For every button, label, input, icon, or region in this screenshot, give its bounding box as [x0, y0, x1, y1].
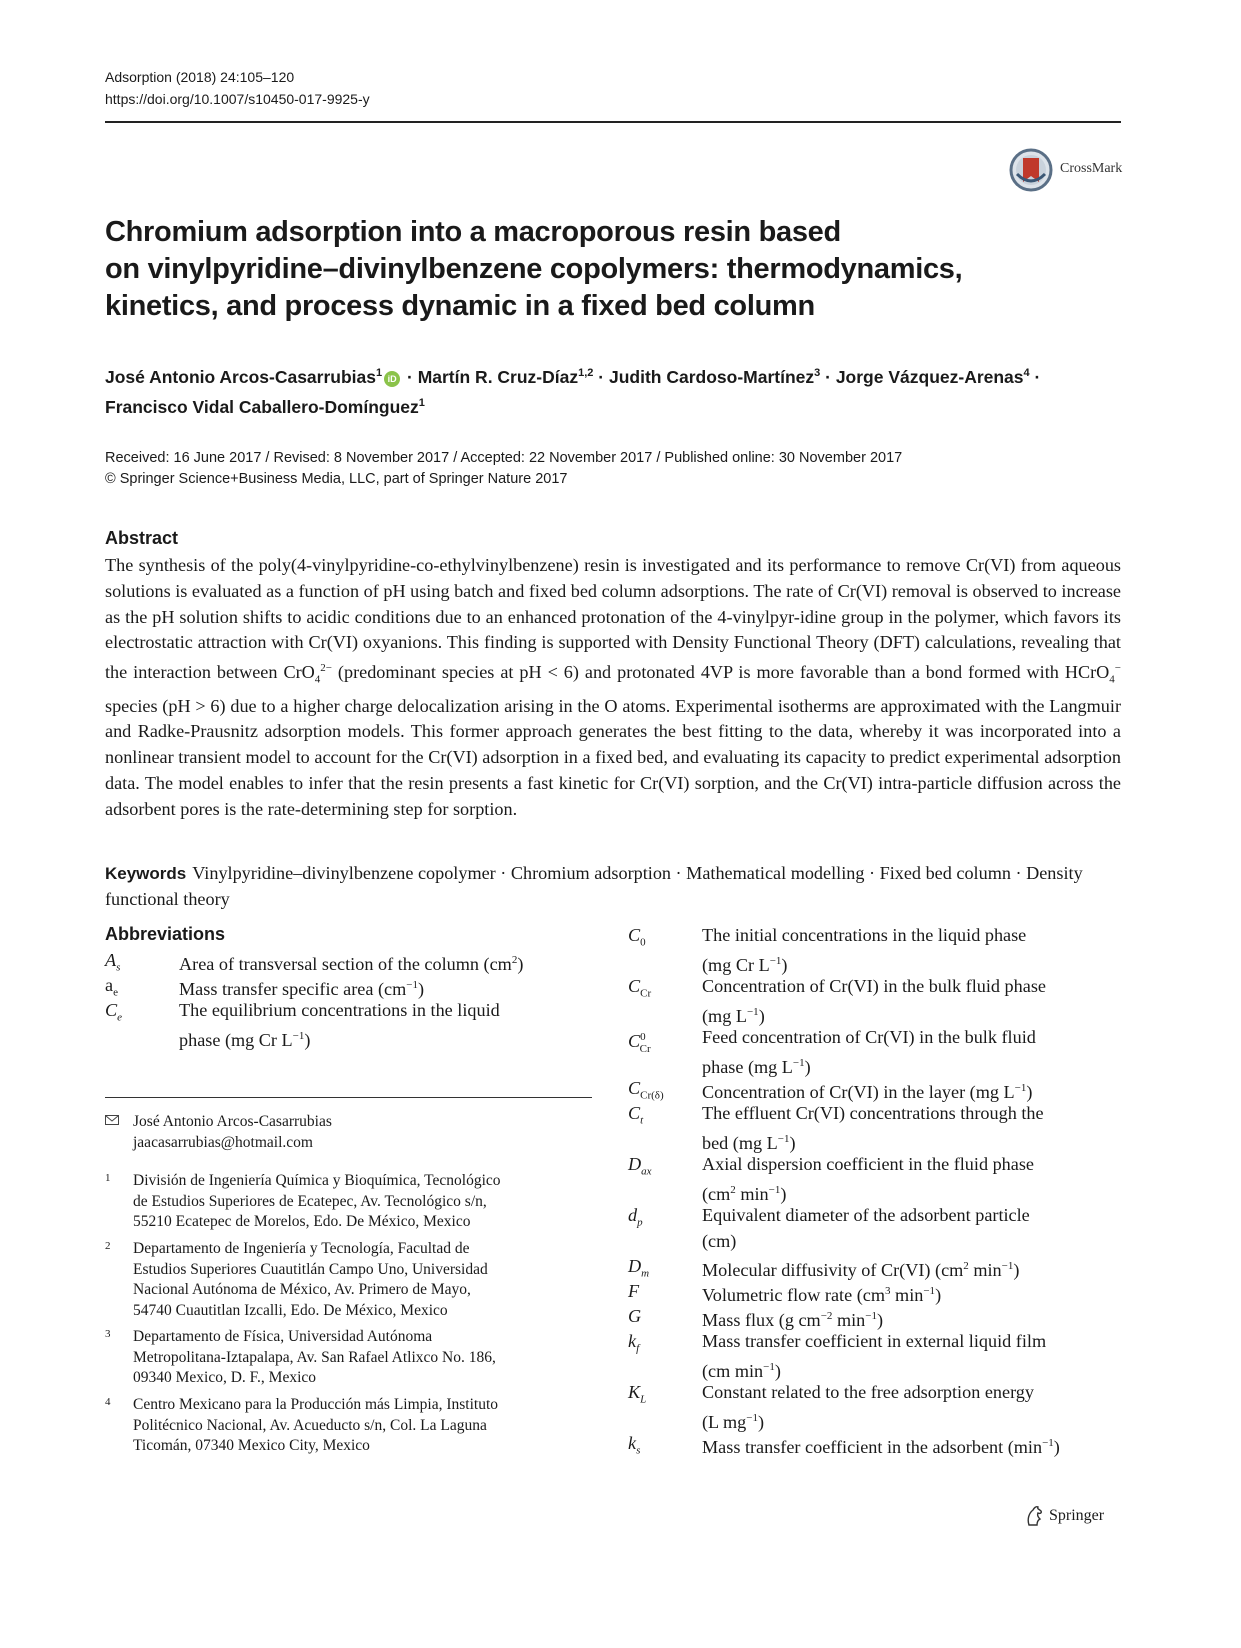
title-line: kinetics, and process dynamic in a fixed bed column — [105, 290, 815, 322]
affiliation-ref: 1 — [376, 367, 383, 379]
affiliation-number: 3 — [105, 1328, 111, 1340]
abbreviation-definition: Mass transfer specific area $(cm^{-1})$ — [179, 979, 425, 1000]
abstract-part: species (pH > 6) due to a higher charge delocalization arising in the O atoms. Experimental isotherms are approximated with the Langmuir and Radke-Prausnitz adsorption models. This former approach generates the best fitting to the data, whereby it was incorporated into a nonlinear transient model to account for the Cr(VI) adsorption in a fixed bed, and evaluating its capacity to predict experimental adsorption data. The model enables to infer that the resin presents a fast kinetic for Cr(VI) sorption, and the Cr(VI) intra-particle diffusion across the adsorbent pores is the rate-determining step for sorption. — [105, 695, 1121, 819]
author-name[interactable]: Jorge Vázquez-Arenas — [835, 366, 1024, 387]
copyright-line: © Springer Science+Business Media, LLC, part of Springer Nature 2017 — [105, 471, 568, 487]
doi-link[interactable]: https://doi.org/10.1007/s10450-017-9925-y — [105, 91, 370, 107]
affiliation-text: Departamento de Ingeniería y Tecnología, Facultad de Estudios Superiores Cuautitlán Campo Uno, Universidad Nacional Autónoma de México, Av. Primero de Mayo, 54740 Cuautitlan Izcalli, Edo. De México, Mexico — [133, 1240, 488, 1319]
corresponding-author — [105, 1111, 592, 1153]
springer-label: Springer — [1049, 1507, 1105, 1524]
affiliation-ref: 3 — [814, 367, 821, 379]
abbreviation-definition: Concentration of Cr(VI) in the layer (mg $L^{-1}$) — [702, 1082, 1033, 1103]
abbreviation-definition: Equivalent diameter of the adsorbent particle (cm) — [702, 1205, 1030, 1251]
abbreviation-definition: The effluent Cr(VI) concentrations through the bed (mg $L^{-1}$) — [702, 1103, 1044, 1153]
abbreviation-definition: Mass transfer coefficient in the adsorbent $(\min^{-1})$ — [702, 1437, 1060, 1458]
abbreviation-symbol: $C_{Cr(\delta)}$ — [628, 1078, 664, 1102]
abbreviation-definition: Volumetric flow rate ($cm^3$ $\min^{-1}$) — [702, 1285, 942, 1306]
abbreviation-symbol: $C_e$ — [105, 1000, 123, 1024]
abbreviation-symbol: $C_0$ — [628, 925, 646, 949]
chromate-formula: CrO$_4^{2-}$ — [283, 662, 332, 686]
abstract-text — [105, 553, 1121, 823]
history-dates: Received: 16 June 2017 / Revised: 8 November 2017 / Accepted: 22 November 2017 / Published online: 30 November 2017 — [105, 450, 903, 466]
abbreviation-symbol: $D_{ax}$ — [628, 1154, 652, 1178]
journal-citation: Adsorption (2018) 24:105–120 — [105, 69, 295, 85]
journal-header — [105, 66, 370, 110]
abbreviation-symbol: $D_m$ — [628, 1256, 650, 1280]
abbreviation-symbol: $C^0_{Cr}$ — [628, 1031, 651, 1055]
crossmark-icon — [1009, 148, 1053, 192]
abbreviation-definition: Constant related to the free adsorption energy (L $mg^{-1}$) — [702, 1382, 1034, 1432]
affiliation-ref: 1,2 — [578, 367, 594, 379]
header-rule — [105, 121, 1121, 123]
affiliation-number: 4 — [105, 1396, 111, 1408]
affiliation-text: Departamento de Física, Universidad Autónoma Metropolitana-Iztapalapa, Av. San Rafael Atlixco No. 186, 09340 Mexico, D. F., Mexico — [133, 1328, 496, 1386]
affiliation-ref: 1 — [418, 396, 425, 409]
abbreviation-symbol: $A_s$ — [105, 950, 121, 974]
abbreviation-definition: Mass transfer coefficient in external liquid film (cm $\min^{-1}$) — [702, 1331, 1047, 1381]
keywords — [105, 861, 1121, 913]
author-name[interactable]: Francisco Vidal Caballero-Domínguez — [105, 396, 419, 417]
abbreviation-symbol: $k_f$ — [628, 1331, 640, 1355]
abbreviation-definition: The equilibrium concentrations in the liquid phase (mg Cr $L^{-1}$) — [179, 1000, 500, 1050]
springer-logo — [1025, 1505, 1125, 1529]
abbreviation-definition: Mass flux (g $cm^{-2}$ $\min^{-1}$) — [702, 1310, 884, 1331]
footnote-rule — [105, 1097, 592, 1098]
keywords-label: Keywords — [105, 864, 187, 883]
affiliation-number: 1 — [105, 1172, 111, 1184]
hydrogen-chromate-formula: HCrO$_4$− — [1064, 662, 1121, 686]
abbreviation-symbol: $K_L$ — [628, 1382, 647, 1406]
abbreviation-symbol: $C_{Cr}$ — [628, 976, 652, 1000]
abbreviation-definition: Molecular diffusivity of Cr(VI) ($cm^2$ $\min^{-1}$) — [702, 1260, 1020, 1281]
abstract-heading: Abstract — [105, 528, 179, 548]
author-list: José Antonio Arcos-Casarrubias$^1$ iD · Martín R. Cruz-Díaz$^{1,2}$ · Judith Cardoso-Martínez$^3$ · Jorge Vázquez-Arenas$^4$ · Francisco Vidal Caballero-Domínguez$^1$ — [105, 366, 1041, 417]
abbreviation-symbol: F — [628, 1281, 640, 1301]
affiliation-text: División de Ingeniería Química y Bioquímica, Tecnológico de Estudios Superiores de Ecatepec, Av. Tecnológico s/n, 55210 Ecatepec de Morelos, Edo. De México, Mexico — [133, 1172, 501, 1230]
abbreviation-symbol: G — [628, 1306, 642, 1326]
abbreviations-heading: Abbreviations — [105, 924, 226, 944]
author-name[interactable]: José Antonio Arcos-Casarrubias — [105, 366, 376, 387]
abstract-part: (predominant species at pH < 6) and protonated 4VP is more favorable than a bond formed with — [331, 662, 1065, 683]
abbreviation-symbol: $C_t$ — [628, 1103, 644, 1127]
author-name[interactable]: Martín R. Cruz-Díaz — [417, 366, 579, 387]
abbreviation-symbol: $k_s$ — [628, 1433, 641, 1457]
abbreviation-symbol: $d_p$ — [628, 1205, 643, 1229]
affiliation-ref: 4 — [1023, 367, 1030, 379]
keywords-text: Vinylpyridine–divinylbenzene copolymer · Chromium adsorption · Mathematical modelling · Fixed bed column · Density functional theory — [105, 863, 1083, 909]
abbreviation-definition: Axial dispersion coefficient in the fluid phase ($cm^2$ $\min^{-1}$) — [702, 1154, 1035, 1204]
abbreviation-definition: Feed concentration of Cr(VI) in the bulk fluid phase (mg $L^{-1}$) — [702, 1027, 1036, 1077]
title-line: on vinylpyridine–divinylbenzene copolymers: thermodynamics, — [105, 253, 963, 285]
crossmark-badge[interactable] — [1009, 148, 1127, 194]
abstract-part: The synthesis of the poly(4-vinylpyridine-co-ethylvinylbenzene) resin is investigated and its performance to remove Cr(VI) from aqueous solutions is evaluated as a function of pH using batch and fixed bed column adsorptions. The rate of Cr(VI) removal is observed to increase as the pH solution shifts to acidic conditions due to an enhanced protonation of the 4-vinylpyr-idine group in the polymer, which favors its electrostatic attraction with Cr(VI) oxyanions. This finding is supported with Density Functional Theory (DFT) calculations, revealing that the interaction between — [105, 555, 1121, 683]
affiliation-text: Centro Mexicano para la Producción más Limpia, Instituto Politécnico Nacional, Av. Acueducto s/n, Col. La Laguna Ticomán, 07340 Mexico City, Mexico — [133, 1396, 499, 1454]
abbreviation-definition: Concentration of Cr(VI) in the bulk fluid phase (mg $L^{-1}$) — [702, 976, 1046, 1026]
orcid-icon[interactable]: iD — [384, 371, 400, 387]
abbreviation-symbol: $a_e$ — [105, 975, 118, 999]
abbreviation-definition: Area of transversal section of the column $(cm^2)$ — [179, 954, 524, 975]
envelope-icon — [105, 1115, 119, 1125]
author-name[interactable]: Judith Cardoso-Martínez — [608, 366, 815, 387]
title-line: Chromium adsorption into a macroporous resin based — [105, 216, 841, 248]
corresponding-author-name: José Antonio Arcos-Casarrubias — [133, 1113, 332, 1130]
springer-horse-icon — [1025, 1505, 1045, 1527]
article-title — [105, 214, 1095, 325]
crossmark-label: CrossMark — [1060, 161, 1123, 176]
affiliation-number: 2 — [105, 1240, 111, 1252]
abbreviation-definition: The initial concentrations in the liquid phase (mg Cr $L^{-1}$) — [702, 925, 1027, 975]
email-link[interactable]: jaacasarrubias@hotmail.com — [133, 1134, 313, 1151]
publication-dates — [105, 448, 902, 490]
